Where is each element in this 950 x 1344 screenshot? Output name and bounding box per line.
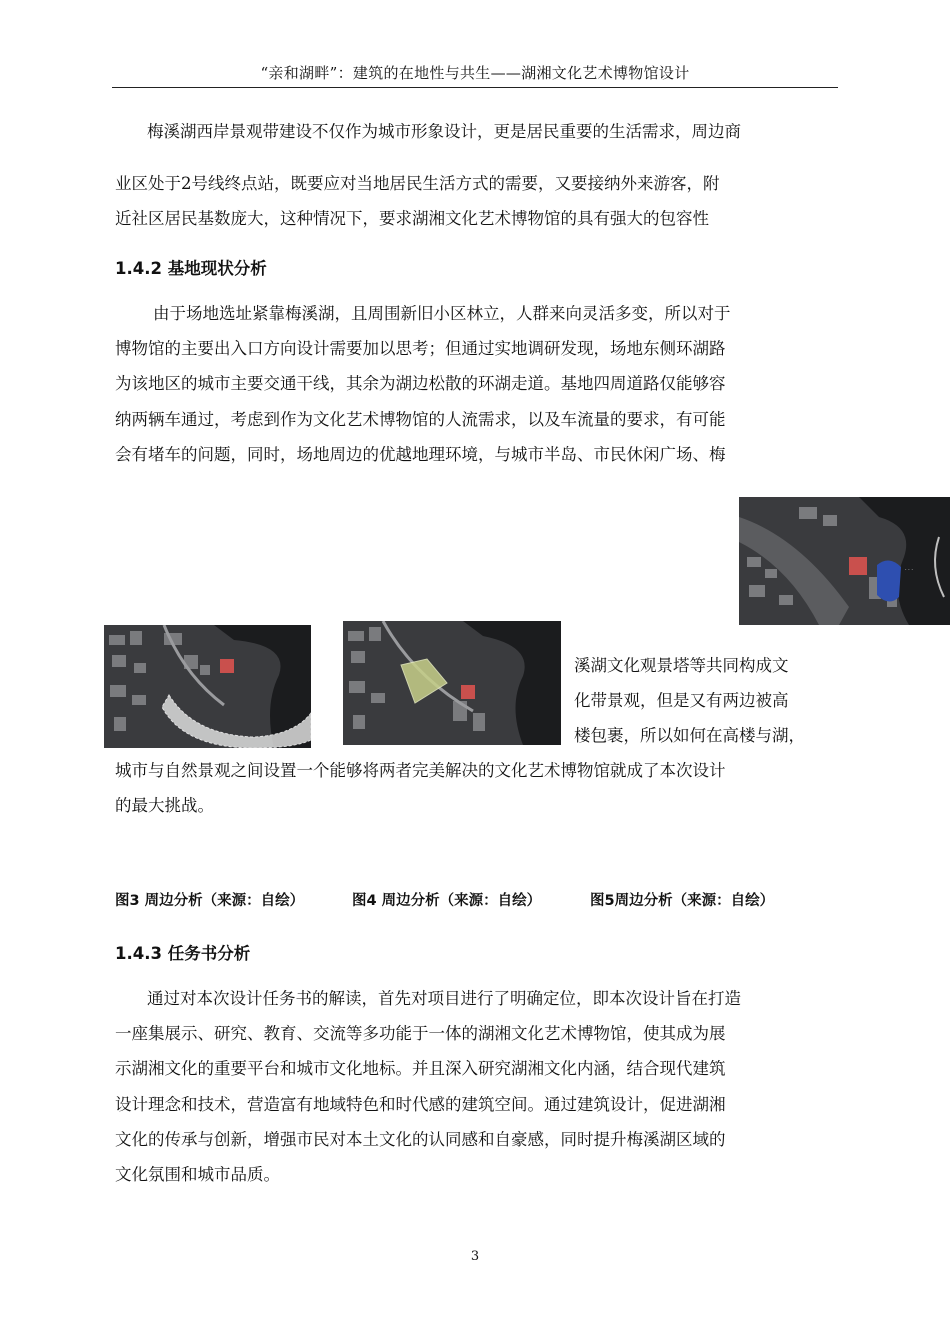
paragraph-task-analysis [115, 985, 837, 1185]
figure-5-caption: 图5周边分析（来源：自绘） [590, 893, 775, 909]
text-line: 楼包裹，所以如何在高楼与湖， [574, 726, 805, 745]
text-line: 文化氛围和城市品质。 [115, 1165, 280, 1184]
text-line: 通过对本次设计任务书的解读，首先对项目进行了明确定位，即本次设计旨在打造 [147, 989, 741, 1008]
section-heading-1-4-3: 1.4.3 任务书分析 [115, 944, 251, 963]
paragraph-wrap-around-figures [574, 652, 844, 752]
paragraph-wrap-continued [115, 757, 837, 827]
text-line: 梅溪湖西岸景观带建设不仅作为城市形象设计，更是居民重要的生活需求，周边商 [147, 122, 741, 141]
text-line: 设计理念和技术，营造富有地域特色和时代感的建筑空间。通过建筑设计，促进湖湘 [115, 1095, 726, 1114]
text-line: 博物馆的主要出入口方向设计需要加以思考；但通过实地调研发现，场地东侧环湖路 [115, 339, 726, 358]
figure-3-caption: 图3 周边分析（来源：自绘） [115, 893, 305, 909]
paragraph-site-analysis [115, 300, 837, 470]
text-line: 溪湖文化观景塔等共同构成文 [574, 656, 789, 675]
section-heading-1-4-2: 1.4.2 基地现状分析 [115, 259, 267, 278]
header-divider [112, 87, 838, 88]
figure-5-map [739, 497, 950, 625]
text-line: 化带景观，但是又有两边被高 [574, 691, 789, 710]
page-number: 3 [470, 1249, 480, 1264]
figure-4-caption: 图4 周边分析（来源：自绘） [352, 893, 542, 909]
text-line: 近社区居民基数庞大，这种情况下，要求湖湘文化艺术博物馆的具有强大的包容性 [115, 209, 709, 228]
figure-4-map [343, 621, 561, 745]
svg-text:· · ·: · · · [905, 567, 913, 573]
text-line: 纳两辆车通过，考虑到作为文化艺术博物馆的人流需求，以及车流量的要求，有可能 [115, 410, 726, 429]
figure-3-map [104, 625, 311, 748]
text-line: 会有堵车的问题，同时，场地周边的优越地理环境，与城市半岛、市民休闲广场、梅 [115, 445, 726, 464]
text-line: 由于场地选址紧靠梅溪湖，且周围新旧小区林立，人群来向灵活多变，所以对于 [153, 304, 731, 323]
text-line: 文化的传承与创新，增强市民对本土文化的认同感和自豪感，同时提升梅溪湖区域的 [115, 1130, 726, 1149]
text-line: 的最大挑战。 [115, 796, 214, 815]
text-line: 城市与自然景观之间设置一个能够将两者完美解决的文化艺术博物馆就成了本次设计 [115, 761, 726, 780]
paragraph-intro [115, 118, 837, 228]
text-line: 业区处于2号线终点站，既要应对当地居民生活方式的需要，又要接纳外来游客，附 [115, 174, 720, 193]
text-line: 为该地区的城市主要交通干线，其余为湖边松散的环湖走道。基地四周道路仅能够容 [115, 374, 726, 393]
text-line: 示湖湘文化的重要平台和城市文化地标。并且深入研究湖湘文化内涵，结合现代建筑 [115, 1059, 726, 1078]
text-line: 一座集展示、研究、教育、交流等多功能于一体的湖湘文化艺术博物馆，使其成为展 [115, 1024, 726, 1043]
running-header: “亲和湖畔”：建筑的在地性与共生——湖湘文化艺术博物馆设计 [260, 64, 690, 82]
